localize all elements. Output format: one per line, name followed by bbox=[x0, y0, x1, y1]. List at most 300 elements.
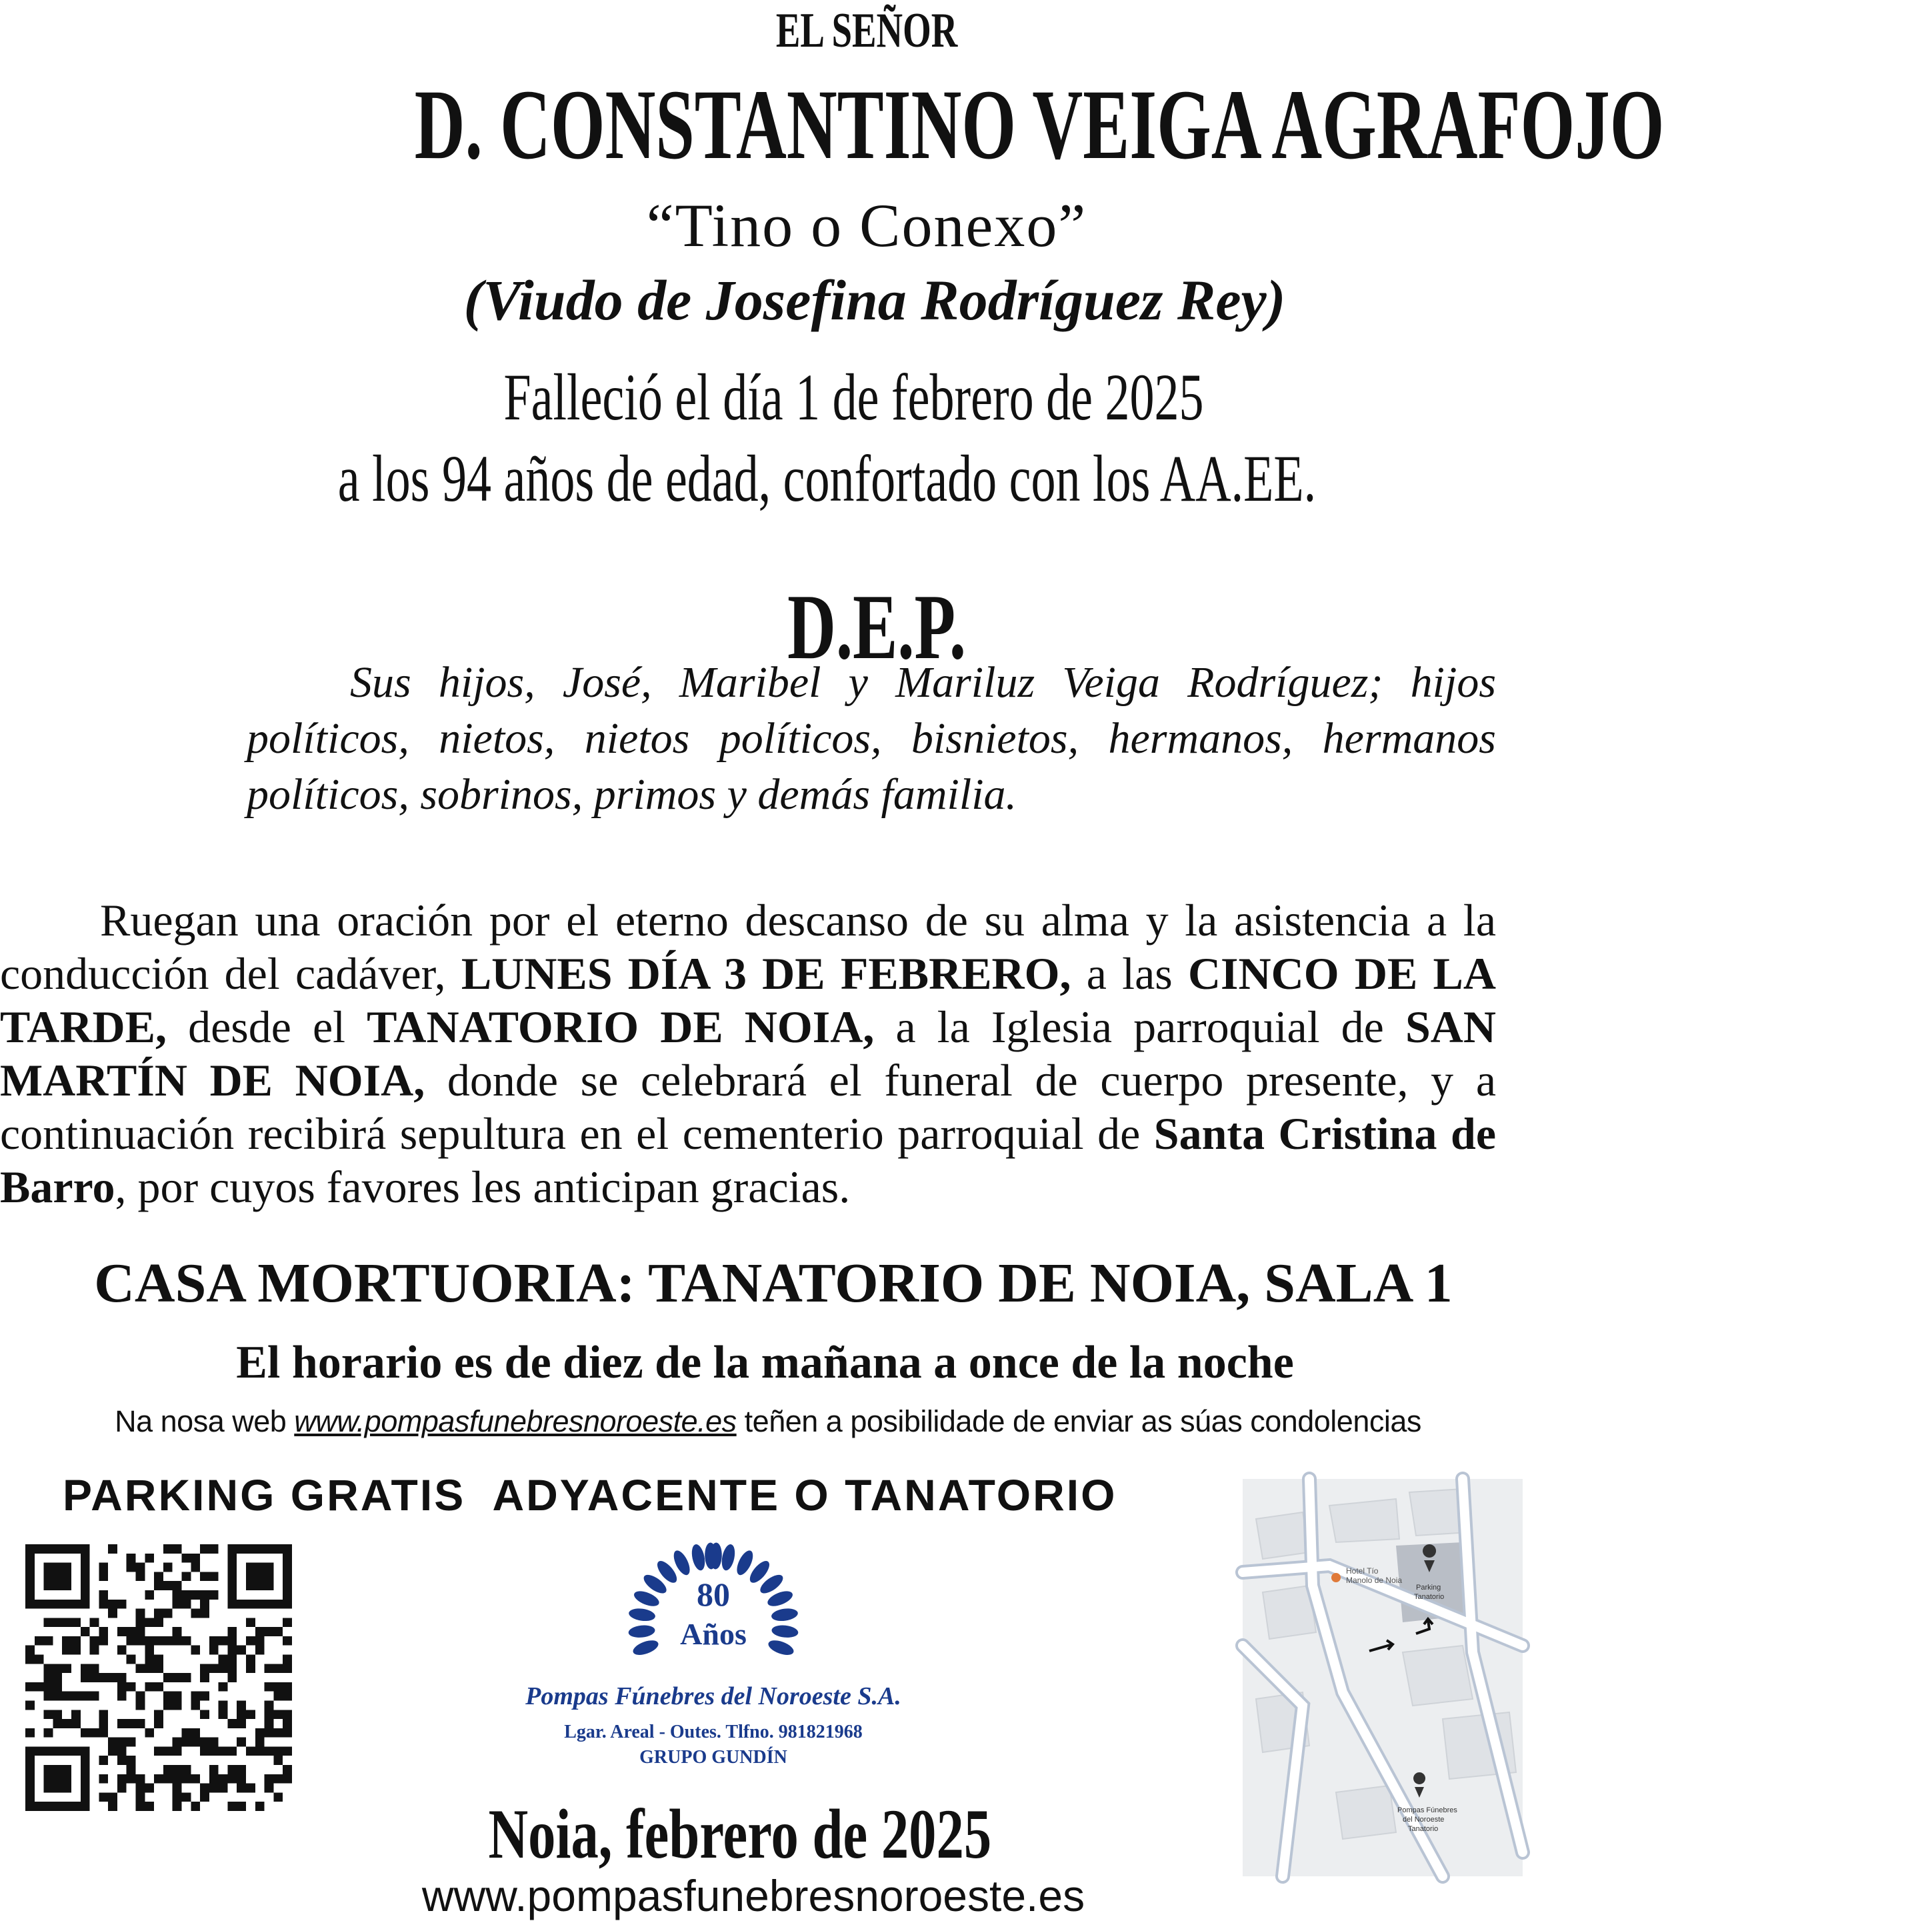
qr-module bbox=[136, 1563, 145, 1572]
prayer-text: Ruegan una oración por el eterno descanso de su alma y la asistencia a la conducción del cadáver, bbox=[0, 895, 1496, 999]
qr-module bbox=[219, 1636, 228, 1646]
qr-module bbox=[99, 1636, 108, 1646]
qr-module bbox=[209, 1738, 219, 1747]
web-notice-text: Na nosa web bbox=[115, 1404, 295, 1438]
laurel-leaf bbox=[771, 1624, 799, 1639]
qr-module bbox=[255, 1802, 265, 1811]
qr-module bbox=[173, 1792, 182, 1802]
qr-module bbox=[163, 1765, 173, 1774]
qr-module bbox=[200, 1710, 209, 1719]
qr-module bbox=[200, 1792, 209, 1802]
qr-module bbox=[173, 1581, 182, 1590]
qr-module bbox=[283, 1636, 292, 1646]
qr-module bbox=[237, 1765, 246, 1774]
qr-module bbox=[127, 1563, 136, 1572]
qr-module bbox=[173, 1692, 182, 1701]
qr-module bbox=[145, 1590, 154, 1600]
qr-module bbox=[154, 1609, 163, 1618]
qr-module bbox=[255, 1646, 265, 1655]
qr-module bbox=[81, 1673, 90, 1682]
qr-module bbox=[81, 1664, 90, 1673]
qr-module bbox=[154, 1774, 163, 1784]
qr-module bbox=[81, 1627, 90, 1636]
qr-module bbox=[219, 1664, 228, 1673]
qr-module bbox=[273, 1710, 283, 1719]
qr-module bbox=[181, 1738, 191, 1747]
qr-module bbox=[136, 1627, 145, 1636]
logo-years-word: Años bbox=[680, 1617, 747, 1651]
qr-module bbox=[227, 1802, 237, 1811]
qr-module bbox=[154, 1664, 163, 1673]
qr-module bbox=[145, 1655, 154, 1664]
qr-module bbox=[191, 1609, 200, 1618]
qr-module bbox=[62, 1636, 71, 1646]
qr-module bbox=[117, 1600, 127, 1609]
qr-module bbox=[117, 1784, 127, 1793]
qr-module bbox=[71, 1618, 81, 1627]
qr-module bbox=[283, 1664, 292, 1673]
qr-module bbox=[273, 1756, 283, 1765]
qr-module bbox=[181, 1765, 191, 1774]
qr-module bbox=[154, 1572, 163, 1581]
qr-module bbox=[181, 1728, 191, 1738]
qr-module bbox=[209, 1774, 219, 1784]
qr-module bbox=[219, 1774, 228, 1784]
qr-module bbox=[173, 1544, 182, 1554]
qr-module bbox=[127, 1756, 136, 1765]
qr-module bbox=[283, 1618, 292, 1627]
qr-module bbox=[273, 1792, 283, 1802]
qr-module bbox=[227, 1719, 237, 1728]
widower-note: (Viudo de Josefina Rodríguez Rey) bbox=[463, 268, 1286, 332]
qr-module bbox=[99, 1600, 108, 1609]
qr-module bbox=[127, 1627, 136, 1636]
qr-module bbox=[136, 1572, 145, 1581]
qr-module bbox=[145, 1728, 154, 1738]
qr-module bbox=[163, 1609, 173, 1618]
prayer-text: a las bbox=[1071, 948, 1188, 999]
map-funeral-label: Tanatorio bbox=[1408, 1825, 1439, 1833]
qr-module bbox=[219, 1682, 228, 1692]
company-address: Lgar. Areal - Outes. Tlfno. 981821968 bbox=[564, 1722, 863, 1742]
qr-module bbox=[25, 1646, 35, 1655]
qr-module bbox=[227, 1746, 237, 1756]
qr-module bbox=[219, 1784, 228, 1793]
qr-module bbox=[136, 1719, 145, 1728]
qr-module bbox=[227, 1646, 237, 1655]
qr-module bbox=[145, 1664, 154, 1673]
qr-module bbox=[265, 1664, 274, 1673]
death-age: a los 94 años de edad, confortado con los AA.EE. bbox=[337, 441, 1316, 515]
qr-module bbox=[255, 1746, 265, 1756]
qr-module bbox=[44, 1636, 53, 1646]
qr-module bbox=[209, 1590, 219, 1600]
web-notice bbox=[0, 1404, 1536, 1439]
qr-module bbox=[181, 1636, 191, 1646]
hours-line: El horario es de diez de la mañana a once de la noche bbox=[236, 1337, 1294, 1388]
qr-module bbox=[237, 1784, 246, 1793]
qr-module bbox=[265, 1682, 274, 1692]
qr-module bbox=[173, 1765, 182, 1774]
hotel-icon bbox=[1331, 1573, 1341, 1582]
map-funeral-label: del Noroeste bbox=[1403, 1816, 1445, 1824]
prayer-text: , por cuyos favores les anticipan gracias. bbox=[115, 1162, 851, 1212]
qr-module bbox=[200, 1784, 209, 1793]
qr-module bbox=[209, 1636, 219, 1646]
qr-module bbox=[200, 1590, 209, 1600]
qr-module bbox=[181, 1600, 191, 1609]
qr-module bbox=[108, 1802, 117, 1811]
qr-module bbox=[227, 1774, 237, 1784]
qr-module bbox=[227, 1673, 237, 1682]
qr-module bbox=[81, 1692, 90, 1701]
qr-module bbox=[90, 1673, 99, 1682]
qr-module bbox=[90, 1692, 99, 1701]
parking-notice: PARKING GRATIS ADYACENTE O TANATORIO bbox=[63, 1470, 1117, 1520]
web-notice-text: teñen a posibilidade de enviar as súas condolencias bbox=[736, 1404, 1421, 1438]
qr-module bbox=[273, 1627, 283, 1636]
qr-module bbox=[181, 1590, 191, 1600]
qr-module bbox=[200, 1746, 209, 1756]
qr-module bbox=[209, 1765, 219, 1774]
qr-module bbox=[117, 1719, 127, 1728]
qr-module bbox=[44, 1618, 53, 1627]
laurel-leaf bbox=[690, 1543, 707, 1572]
qr-module bbox=[154, 1719, 163, 1728]
qr-module bbox=[163, 1673, 173, 1682]
qr-module bbox=[81, 1728, 90, 1738]
qr-module bbox=[99, 1792, 108, 1802]
prayer-origin: TANATORIO DE NOIA, bbox=[367, 1002, 875, 1052]
qr-module bbox=[255, 1738, 265, 1747]
qr-module bbox=[53, 1692, 62, 1701]
family-paragraph: Sus hijos, José, Maribel y Mariluz Veiga Rodríguez; hijos políticos, nietos, nietos políticos, bisnietos, hermanos, hermanos políticos, sobrinos, primos y demás familia. bbox=[247, 658, 1496, 819]
qr-module bbox=[154, 1636, 163, 1646]
qr-module bbox=[200, 1664, 209, 1673]
qr-module bbox=[136, 1636, 145, 1646]
web-link[interactable]: www.pompasfunebresnoroeste.es bbox=[294, 1404, 737, 1438]
qr-module bbox=[191, 1692, 200, 1701]
qr-module bbox=[227, 1636, 237, 1646]
qr-module bbox=[163, 1636, 173, 1646]
qr-module bbox=[246, 1746, 255, 1756]
prayer-paragraph bbox=[0, 893, 1496, 1214]
qr-module bbox=[117, 1673, 127, 1682]
qr-module bbox=[227, 1664, 237, 1673]
qr-module bbox=[44, 1765, 71, 1792]
qr-module bbox=[219, 1655, 228, 1664]
qr-module bbox=[108, 1738, 117, 1747]
qr-module bbox=[90, 1636, 99, 1646]
location-map[interactable] bbox=[1243, 1479, 1523, 1876]
prayer-church: SAN MARTÍN DE NOIA, bbox=[0, 1002, 1496, 1106]
qr-module bbox=[154, 1746, 163, 1756]
qr-module bbox=[127, 1682, 136, 1692]
qr-module bbox=[265, 1710, 274, 1719]
qr-module bbox=[219, 1700, 228, 1710]
qr-module bbox=[181, 1554, 191, 1563]
laurel-leaf bbox=[628, 1607, 656, 1622]
qr-module bbox=[154, 1618, 163, 1627]
qr-module bbox=[200, 1609, 209, 1618]
qr-module bbox=[117, 1756, 127, 1765]
qr-module bbox=[191, 1590, 200, 1600]
qr-module bbox=[163, 1774, 173, 1784]
qr-module bbox=[173, 1673, 182, 1682]
qr-module bbox=[173, 1802, 182, 1811]
qr-module bbox=[154, 1710, 163, 1719]
qr-module bbox=[71, 1636, 81, 1646]
qr-module bbox=[71, 1692, 81, 1701]
qr-module bbox=[181, 1774, 191, 1784]
qr-module bbox=[71, 1646, 81, 1655]
qr-module bbox=[136, 1792, 145, 1802]
qr-module bbox=[265, 1746, 274, 1756]
qr-module bbox=[127, 1719, 136, 1728]
qr-module bbox=[173, 1774, 182, 1784]
qr-module bbox=[53, 1710, 62, 1719]
qr-module bbox=[90, 1664, 99, 1673]
qr-module bbox=[145, 1784, 154, 1793]
qr-module bbox=[44, 1673, 53, 1682]
qr-module bbox=[163, 1563, 173, 1572]
qr-module bbox=[283, 1765, 292, 1774]
qr-module bbox=[283, 1774, 292, 1784]
qr-module bbox=[237, 1802, 246, 1811]
qr-module bbox=[265, 1700, 274, 1710]
qr-module bbox=[191, 1802, 200, 1811]
qr-module bbox=[117, 1746, 127, 1756]
qr-module bbox=[246, 1710, 255, 1719]
qr-module bbox=[173, 1627, 182, 1636]
prayer-text: a la Iglesia parroquial de bbox=[874, 1002, 1405, 1052]
qr-module bbox=[136, 1692, 145, 1701]
qr-module bbox=[246, 1655, 255, 1664]
qr-module bbox=[283, 1719, 292, 1728]
qr-module bbox=[90, 1618, 99, 1627]
qr-module bbox=[173, 1636, 182, 1646]
qr-module bbox=[99, 1627, 108, 1636]
qr-module bbox=[246, 1664, 255, 1673]
qr-module bbox=[200, 1692, 209, 1701]
qr-module bbox=[117, 1692, 127, 1701]
prayer-cemetery: Santa Cristina de Barro bbox=[0, 1108, 1496, 1212]
qr-module bbox=[145, 1682, 154, 1692]
qr-module bbox=[145, 1646, 154, 1655]
qr-module bbox=[181, 1792, 191, 1802]
qr-module bbox=[255, 1627, 265, 1636]
logo-years-number: 80 bbox=[697, 1576, 730, 1613]
deceased-name: D. CONSTANTINO VEIGA AGRAFOJO bbox=[414, 69, 1665, 180]
qr-module bbox=[53, 1673, 62, 1682]
company-group: GRUPO GUNDÍN bbox=[639, 1747, 787, 1768]
qr-module bbox=[246, 1618, 255, 1627]
qr-module bbox=[108, 1600, 117, 1609]
qr-module bbox=[136, 1700, 145, 1710]
qr-module bbox=[173, 1700, 182, 1710]
qr-module bbox=[191, 1774, 200, 1784]
qr-module bbox=[117, 1646, 127, 1655]
qr-module bbox=[99, 1563, 108, 1572]
qr-module bbox=[173, 1600, 182, 1609]
qr-module bbox=[246, 1636, 255, 1646]
laurel-leaf bbox=[628, 1624, 656, 1639]
qr-module bbox=[200, 1600, 209, 1609]
qr-module bbox=[127, 1774, 136, 1784]
qr-module bbox=[200, 1673, 209, 1682]
qr-module bbox=[283, 1728, 292, 1738]
qr-module bbox=[44, 1682, 53, 1692]
qr-module bbox=[163, 1692, 173, 1701]
qr-module bbox=[265, 1774, 274, 1784]
prayer-day: LUNES DÍA 3 DE FEBRERO, bbox=[461, 948, 1071, 999]
qr-module bbox=[136, 1664, 145, 1673]
qr-module bbox=[200, 1544, 209, 1554]
qr-module bbox=[154, 1655, 163, 1664]
qr-module bbox=[99, 1719, 108, 1728]
qr-module bbox=[145, 1636, 154, 1646]
qr-module bbox=[108, 1673, 117, 1682]
qr-module bbox=[108, 1609, 117, 1618]
qr-module bbox=[163, 1544, 173, 1554]
qr-module bbox=[90, 1728, 99, 1738]
qr-module bbox=[25, 1700, 35, 1710]
qr-module bbox=[62, 1618, 71, 1627]
nickname: “Tino o Conexo” bbox=[646, 191, 1087, 259]
qr-module bbox=[181, 1673, 191, 1682]
map-parking-label: Tanatorio bbox=[1414, 1593, 1445, 1601]
footer-url[interactable]: www.pompasfunebresnoroeste.es bbox=[421, 1871, 1085, 1920]
qr-module bbox=[273, 1728, 283, 1738]
qr-module bbox=[117, 1774, 127, 1784]
qr-module bbox=[108, 1544, 117, 1554]
qr-module bbox=[136, 1802, 145, 1811]
qr-module bbox=[191, 1646, 200, 1655]
qr-module bbox=[35, 1682, 44, 1692]
qr-module bbox=[273, 1682, 283, 1692]
qr-module bbox=[273, 1774, 283, 1784]
qr-module bbox=[44, 1710, 53, 1719]
qr-module bbox=[145, 1618, 154, 1627]
qr-module bbox=[35, 1636, 44, 1646]
qr-module bbox=[173, 1784, 182, 1793]
qr-module bbox=[25, 1655, 35, 1664]
dep-title: D.E.P. bbox=[787, 575, 966, 679]
qr-module bbox=[255, 1728, 265, 1738]
qr-module bbox=[44, 1563, 71, 1590]
qr-module bbox=[127, 1636, 136, 1646]
qr-module bbox=[108, 1792, 117, 1802]
laurel-leaf bbox=[631, 1638, 661, 1658]
qr-module bbox=[200, 1738, 209, 1747]
qr-module bbox=[163, 1746, 173, 1756]
qr-module bbox=[99, 1728, 108, 1738]
qr-module bbox=[154, 1581, 163, 1590]
qr-module bbox=[173, 1590, 182, 1600]
qr-module bbox=[283, 1746, 292, 1756]
qr-module bbox=[173, 1738, 182, 1747]
mortuary-line: CASA MORTUORIA: TANATORIO DE NOIA, SALA 1 bbox=[94, 1252, 1453, 1314]
qr-module bbox=[283, 1655, 292, 1664]
qr-module bbox=[246, 1563, 273, 1590]
qr-module bbox=[209, 1746, 219, 1756]
qr-module bbox=[237, 1646, 246, 1655]
qr-module bbox=[273, 1664, 283, 1673]
laurel-leaf bbox=[771, 1607, 799, 1622]
qr-module bbox=[219, 1710, 228, 1719]
honorific: EL SEÑOR bbox=[775, 3, 958, 58]
qr-module bbox=[136, 1774, 145, 1784]
qr-module bbox=[246, 1784, 255, 1793]
qr-code[interactable] bbox=[25, 1544, 292, 1811]
qr-module bbox=[53, 1618, 62, 1627]
qr-module bbox=[265, 1627, 274, 1636]
qr-module bbox=[127, 1738, 136, 1747]
qr-module bbox=[237, 1710, 246, 1719]
qr-module bbox=[145, 1554, 154, 1563]
qr-module bbox=[283, 1682, 292, 1692]
qr-module bbox=[90, 1646, 99, 1655]
qr-module bbox=[209, 1646, 219, 1655]
qr-module bbox=[181, 1572, 191, 1581]
qr-module bbox=[191, 1728, 200, 1738]
qr-module bbox=[191, 1563, 200, 1572]
qr-module bbox=[62, 1719, 71, 1728]
qr-module bbox=[209, 1664, 219, 1673]
qr-module bbox=[117, 1682, 127, 1692]
qr-module bbox=[283, 1692, 292, 1701]
qr-module bbox=[99, 1774, 108, 1784]
map-hotel-label: Hotel Tío bbox=[1346, 1566, 1379, 1576]
qr-module bbox=[273, 1692, 283, 1701]
qr-module bbox=[200, 1572, 209, 1581]
qr-module bbox=[237, 1719, 246, 1728]
qr-module bbox=[62, 1664, 71, 1673]
qr-module bbox=[62, 1646, 71, 1655]
qr-module bbox=[127, 1765, 136, 1774]
death-date: Falleció el día 1 de febrero de 2025 bbox=[503, 360, 1203, 434]
qr-module bbox=[25, 1682, 35, 1692]
qr-module bbox=[209, 1784, 219, 1793]
qr-module bbox=[99, 1710, 108, 1719]
qr-module bbox=[154, 1682, 163, 1692]
laurel-leaf bbox=[719, 1543, 737, 1572]
qr-module bbox=[117, 1738, 127, 1747]
qr-module bbox=[265, 1719, 274, 1728]
qr-module bbox=[62, 1692, 71, 1701]
qr-module bbox=[99, 1673, 108, 1682]
qr-module bbox=[71, 1719, 81, 1728]
qr-module bbox=[25, 1728, 35, 1738]
prayer-text: donde se celebrará el funeral de cuerpo presente, y a continuación recibirá sepultura en el cementerio parroquial de bbox=[0, 1055, 1497, 1159]
prayer-time: CINCO DE LA TARDE, bbox=[0, 948, 1496, 1052]
qr-module bbox=[191, 1700, 200, 1710]
map-hotel-label: Manolo de Noia bbox=[1346, 1576, 1403, 1585]
qr-module bbox=[145, 1802, 154, 1811]
laurel-leaf bbox=[767, 1638, 796, 1658]
map-funeral-label: Pompas Fúnebres bbox=[1397, 1806, 1457, 1814]
qr-module bbox=[44, 1728, 53, 1738]
qr-module bbox=[108, 1746, 117, 1756]
qr-module bbox=[255, 1636, 265, 1646]
qr-module bbox=[191, 1554, 200, 1563]
qr-module bbox=[227, 1627, 237, 1636]
qr-module bbox=[237, 1738, 246, 1747]
qr-module bbox=[99, 1590, 108, 1600]
qr-module bbox=[209, 1572, 219, 1581]
qr-module bbox=[273, 1746, 283, 1756]
qr-module bbox=[283, 1710, 292, 1719]
